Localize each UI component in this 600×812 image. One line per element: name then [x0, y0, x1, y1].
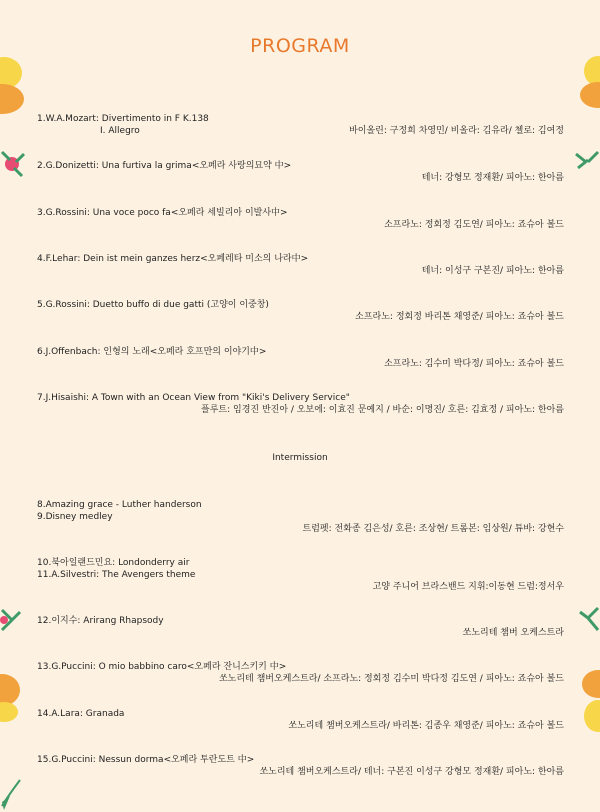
piece-title: 4.F.Lehar: Dein ist mein ganzes herz<오페레타 미소의 나라中> [37, 254, 309, 264]
program-item-14 [37, 708, 564, 732]
piece-title: 11.A.Silvestri: The Avengers theme [37, 570, 196, 580]
performers: 쏘노리테 챔버 오케스트라 [462, 628, 564, 638]
program-item-6 [37, 346, 564, 370]
program-item-8-9 [37, 499, 564, 535]
program-item-15 [37, 754, 564, 778]
performers: 고양 주니어 브라스밴드 지휘:이동현 드럼:정서우 [372, 582, 564, 592]
performers: 소프라노: 김수미 박다정/ 피아노: 죠슈아 볼드 [384, 359, 564, 369]
left-flower-decoration [0, 148, 28, 182]
intermission-label: Intermission [272, 453, 328, 463]
piece-title: 2.G.Donizetti: Una furtiva la grima<오페라 사랑의묘약 中> [37, 161, 292, 171]
left-bottom-fruit-decoration [0, 672, 22, 722]
program-item-2 [37, 160, 564, 184]
performers: 쏘노리테 챔버오케스트라/ 소프라노: 정회정 김수미 박다정 김도연 / 피아노: 죠슈아 볼드 [218, 674, 564, 684]
performers: 쏘노리테 챔버오케스트라/ 바리톤: 김종우 채영준/ 피아노: 죠슈아 볼드 [288, 721, 564, 731]
piece-title: 9.Disney medley [37, 512, 113, 522]
performers: 테너: 강형모 정재환/ 피아노: 한아름 [421, 173, 564, 183]
right-leaf-decoration [574, 150, 600, 172]
right-top-fruit-decoration [578, 55, 600, 110]
program-item-12 [37, 615, 564, 639]
piece-title: 8.Amazing grace - Luther handerson [37, 500, 202, 510]
program-item-3 [37, 207, 564, 231]
piece-movement: I. Allegro [100, 126, 140, 136]
piece-title: 15.G.Puccini: Nessun dorma<오페라 투란도트 中> [37, 755, 255, 765]
program-item-1 [37, 113, 564, 137]
right-mid-leaf-decoration [576, 604, 600, 634]
performers: 쏘노리테 챔버오케스트라/ 테너: 구본진 이성구 강형모 정재환/ 피아노: 한아름 [259, 767, 564, 777]
program-item-13 [37, 661, 564, 685]
piece-title: 5.G.Rossini: Duetto buffo di due gatti (고양이 이중창) [37, 300, 269, 310]
program-item-5 [37, 299, 564, 323]
piece-title: 10.북아일랜드민요: Londonderry air [37, 558, 190, 568]
program-item-10-11 [37, 557, 564, 593]
program-item-4 [37, 253, 564, 277]
performers: 트럼펫: 전화종 김은성/ 호른: 조상현/ 트롬본: 임상원/ 튜바: 강현수 [302, 524, 564, 534]
performers: 바이올린: 구정희 차영민/ 비올라: 김유라/ 첼로: 김여정 [349, 126, 564, 136]
piece-title: 1.W.A.Mozart: Divertimento in F K.138 [37, 114, 209, 124]
piece-title: 6.J.Offenbach: 인형의 노래<오페라 호프만의 이야기中> [37, 347, 267, 357]
piece-title: 7.J.Hisaishi: A Town with an Ocean View from "Kiki's Delivery Service" [37, 393, 350, 403]
performers: 소프라노: 정회정 김도연/ 피아노: 죠슈아 볼드 [384, 220, 564, 230]
performers: 테너: 이성구 구본진/ 피아노: 한아름 [421, 266, 564, 276]
piece-title: 14.A.Lara: Granada [37, 709, 125, 719]
piece-title: 3.G.Rossini: Una voce poco fa<오페라 세빌리아 이발사中> [37, 208, 288, 218]
left-corner-leaf-decoration [0, 776, 22, 812]
right-bottom-fruit-decoration [578, 668, 600, 738]
page-title: PROGRAM [250, 34, 350, 57]
performers: 소프라노: 정회정 바리톤 채영준/ 피아노: 죠슈아 볼드 [355, 312, 564, 322]
piece-title: 12.이지수: Arirang Rhapsody [37, 616, 164, 626]
program-item-7 [37, 392, 564, 416]
left-top-fruit-decoration [0, 55, 26, 115]
left-mid-leaf-decoration [0, 606, 24, 634]
performers: 플루트: 임경진 반진아 / 오보에: 이효진 문예지 / 바순: 이명진/ 호른: 김효정 / 피아노: 한아름 [201, 405, 564, 415]
piece-title: 13.G.Puccini: O mio babbino caro<오페라 잔니스키키 中> [37, 662, 287, 672]
